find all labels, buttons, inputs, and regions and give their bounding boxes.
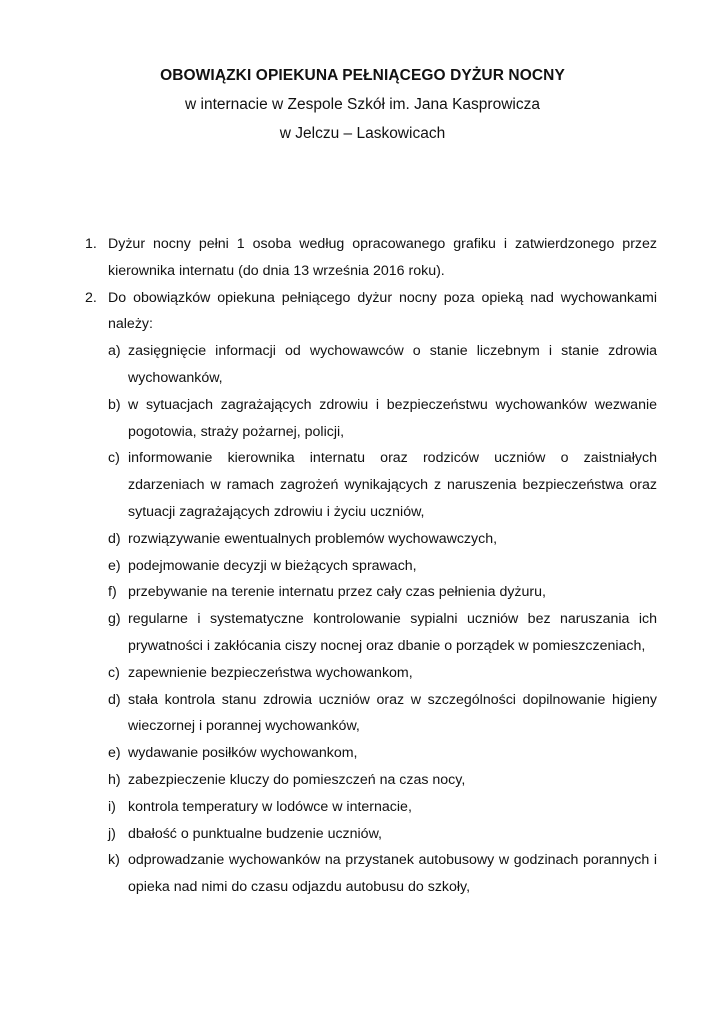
sub-item-letter: a) [108,343,121,360]
sub-item-text: kontrola temperatury w lodówce w internacie, [128,798,412,815]
item-number: 2. [85,289,97,306]
sub-item-text: rozwiązywanie ewentualnych problemów wychowawczych, [128,530,498,547]
document-header [0,66,725,144]
sub-item-text: informowanie kierownika internatu oraz rodziców uczniów o zaistniałych zdarzeniach w ramach zagrożeń wynikających z naruszenia bezpieczeństwa oraz sytuacji zagrażających zdrowiu i życiu uczniów, [128,450,657,520]
document-location: w Jelczu – Laskowicach [279,125,446,142]
sub-item-text: zabezpieczenie kluczy do pomieszczeń na czas nocy, [128,771,466,788]
item-text: Dyżur nocny pełni 1 osoba według opracowanego grafiku i zatwierdzonego przez kierownika internatu (do dnia 13 września 2016 roku). [108,236,657,279]
list-item [85,285,657,339]
item-text: Do obowiązków opiekuna pełniącego dyżur nocny poza opieką nad wychowankami należy: [108,289,657,333]
sub-item-letter: j) [108,825,116,842]
sub-item-letter: c) [108,450,120,467]
sub-list-item [108,794,657,821]
sub-item-letter: h) [108,771,121,788]
document-subtitle: w internacie w Zespole Szkół im. Jana Kasprowicza [185,96,540,113]
document-title: OBOWIĄZKI OPIEKUNA PEŁNIĄCEGO DYŻUR NOCNY [160,67,565,84]
sub-item-letter: e) [108,557,121,574]
sub-item-text: stała kontrola stanu zdrowia uczniów oraz w szczególności dopilnowanie higieny wieczornej i porannej wychowanków, [128,691,657,735]
document-body [85,231,657,901]
sub-item-text: podejmowanie decyzji w bieżących sprawach, [128,557,417,574]
sub-item-letter: b) [108,396,121,413]
sub-list-item [108,660,657,687]
sub-list-item [108,740,657,767]
sub-item-text: wydawanie posiłków wychowankom, [128,745,358,762]
sub-item-text: dbałość o punktualne budzenie uczniów, [128,825,382,842]
sub-item-text: w sytuacjach zagrażających zdrowiu i bezpieczeństwu wychowanków wezwanie pogotowia, straży pożarnej, policji, [128,396,657,440]
sub-list-item [108,579,657,606]
sub-list-item [108,445,657,525]
sub-item-letter: i) [108,798,116,815]
list-item [85,231,657,285]
sub-list-item [108,847,657,901]
sub-item-text: odprowadzanie wychowanków na przystanek autobusowy w godzinach porannych i opieka nad nimi do czasu odjazdu autobusu do szkoły, [128,852,657,896]
sub-item-letter: f) [108,584,117,601]
sub-list-item [108,392,657,446]
sub-list-item [108,687,657,741]
item-number: 1. [85,236,97,252]
sub-list-item [108,526,657,553]
sub-list-item [108,553,657,580]
sub-item-letter: d) [108,691,121,708]
sub-item-letter: d) [108,530,121,547]
sub-item-text: regularne i systematyczne kontrolowanie sypialni uczniów bez naruszania ich prywatności i zakłócania ciszy nocnej oraz dbanie o porządek w pomieszczeniach, [128,611,657,654]
sub-item-letter: k) [108,852,120,869]
sub-item-letter: e) [108,745,121,762]
sub-list-item [108,338,657,392]
sub-item-text: przebywanie na terenie internatu przez cały czas pełnienia dyżuru, [128,584,546,601]
sub-item-letter: c) [108,664,120,681]
sub-item-text: zapewnienie bezpieczeństwa wychowankom, [128,664,413,681]
sub-item-letter: g) [108,611,121,628]
sub-list-item [108,606,657,660]
sub-list-item [108,821,657,848]
sub-list-item [108,767,657,794]
sub-item-text: zasięgnięcie informacji od wychowawców o stanie liczebnym i stanie zdrowia wychowanków, [128,343,657,386]
